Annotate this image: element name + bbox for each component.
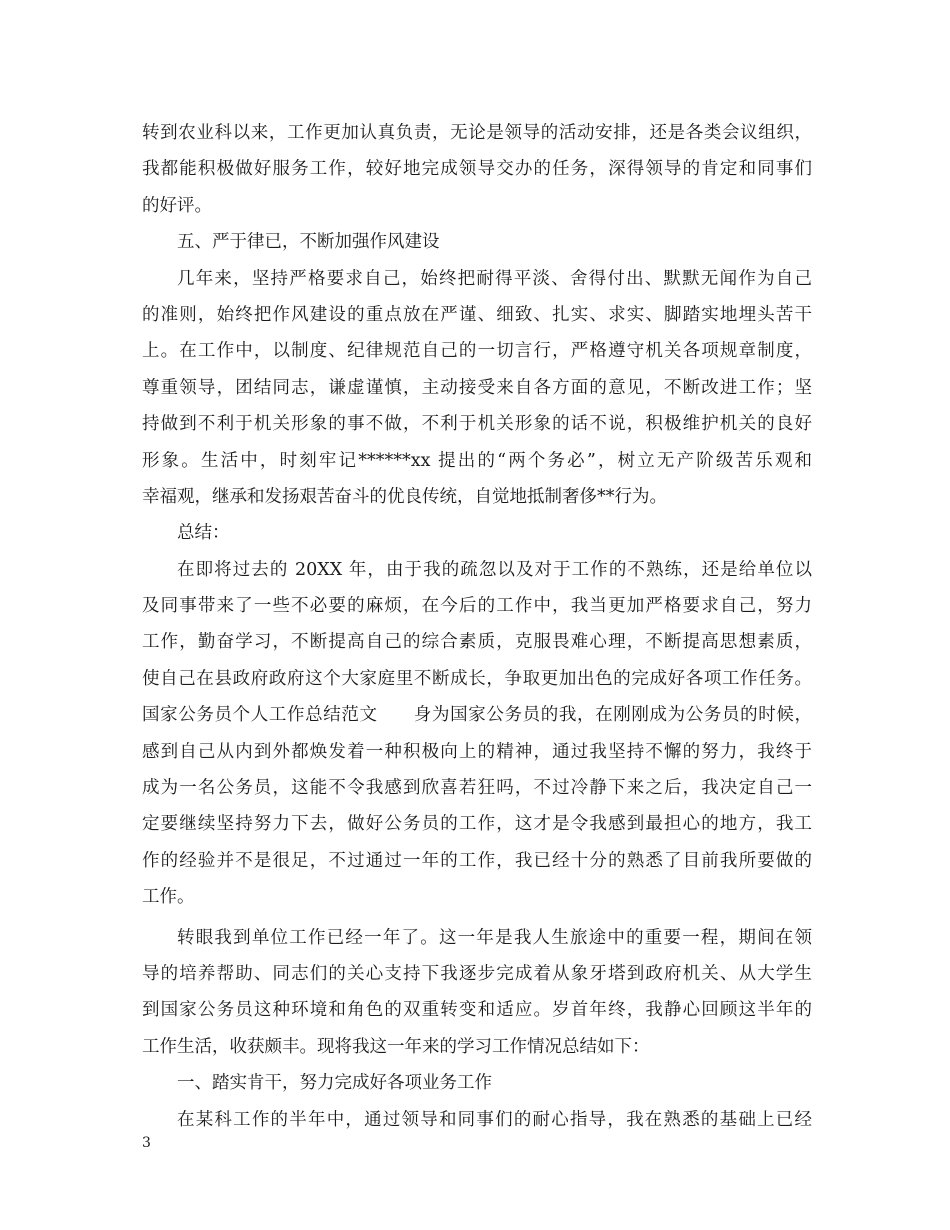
page-number: 3 xyxy=(142,1135,151,1151)
text-line: 持做到不利于机关形象的事不做，不利于机关形象的话不说，积极维护机关的良好 xyxy=(142,414,812,435)
text-line: 我都能积极做好服务工作，较好地完成领导交办的任务，深得领导的肯定和同事们 xyxy=(142,159,812,180)
text-line: 国家公务员个人工作总结范文 身为国家公务员的我，在刚刚成为公务员的时候， xyxy=(142,705,812,726)
text-line: 工作，勤奋学习，不断提高自己的综合素质，克服畏难心理，不断提高思想素质， xyxy=(142,632,812,653)
text-line: 形象。生活中，时刻牢记******xx 提出的“两个务必”，树立无产阶级苦乐观和 xyxy=(142,450,812,471)
text-line: 使自己在县政府政府这个大家庭里不断成长，争取更加出色的完成好各项工作任务。 xyxy=(142,668,812,689)
text-line: 定要继续坚持努力下去，做好公务员的工作，这才是令我感到最担心的地方，我工 xyxy=(142,814,812,835)
text-line: 导的培养帮助、同志们的关心支持下我逐步完成着从象牙塔到政府机关、从大学生 xyxy=(142,963,812,984)
text-line: 的好评。 xyxy=(142,195,212,216)
text-line: 到国家公务员这种环境和角色的双重转变和适应。岁首年终，我静心回顾这半年的 xyxy=(142,1000,812,1021)
text-line: 的准则，始终把作风建设的重点放在严谨、细致、扎实、求实、脚踏实地埋头苦干 xyxy=(142,304,812,325)
text-line: 成为一名公务员，这能不令我感到欣喜若狂吗，不过冷静下来之后，我决定自己一 xyxy=(142,778,812,799)
text-line: 尊重领导，团结同志，谦虚谨慎，主动接受来自各方面的意见，不断改进工作；坚 xyxy=(142,377,812,398)
document-body xyxy=(142,115,812,1138)
text-line: 作的经验并不是很足，不过通过一年的工作，我已经十分的熟悉了目前我所要做的 xyxy=(142,850,812,871)
text-line: 总结： xyxy=(177,523,230,544)
text-line: 在即将过去的 20XX 年，由于我的疏忽以及对于工作的不熟练，还是给单位以 xyxy=(177,559,812,580)
text-line: 工作生活，收获颇丰。现将我这一年来的学习工作情况总结如下： xyxy=(142,1036,650,1057)
text-line: 感到自己从内到外都焕发着一种积极向上的精神，通过我坚持不懈的努力，我终于 xyxy=(142,741,812,762)
text-line: 在某科工作的半年中，通过领导和同事们的耐心指导，我在熟悉的基础上已经 xyxy=(177,1109,812,1130)
text-line: 及同事带来了一些不必要的麻烦，在今后的工作中，我当更加严格要求自己，努力 xyxy=(142,596,812,617)
text-line: 转眼我到单位工作已经一年了。这一年是我人生旅途中的重要一程，期间在领 xyxy=(177,927,812,948)
text-line: 转到农业科以来，工作更加认真负责，无论是领导的活动安排，还是各类会议组织， xyxy=(142,123,812,143)
text-line: 几年来，坚持严格要求自己，始终把耐得平淡、舍得付出、默默无闻作为自己 xyxy=(177,268,812,289)
text-line: 上。在工作中，以制度、纪律规范自己的一切言行，严格遵守机关各项规章制度， xyxy=(142,341,812,362)
text-line: 五、严于律已，不断加强作风建设 xyxy=(177,232,440,253)
text-line: 工作。 xyxy=(142,887,195,908)
text-line: 幸福观，继承和发扬艰苦奋斗的优良传统，自觉地抵制奢侈**行为。 xyxy=(142,486,667,507)
text-line: 一、踏实肯干，努力完成好各项业务工作 xyxy=(177,1073,492,1094)
